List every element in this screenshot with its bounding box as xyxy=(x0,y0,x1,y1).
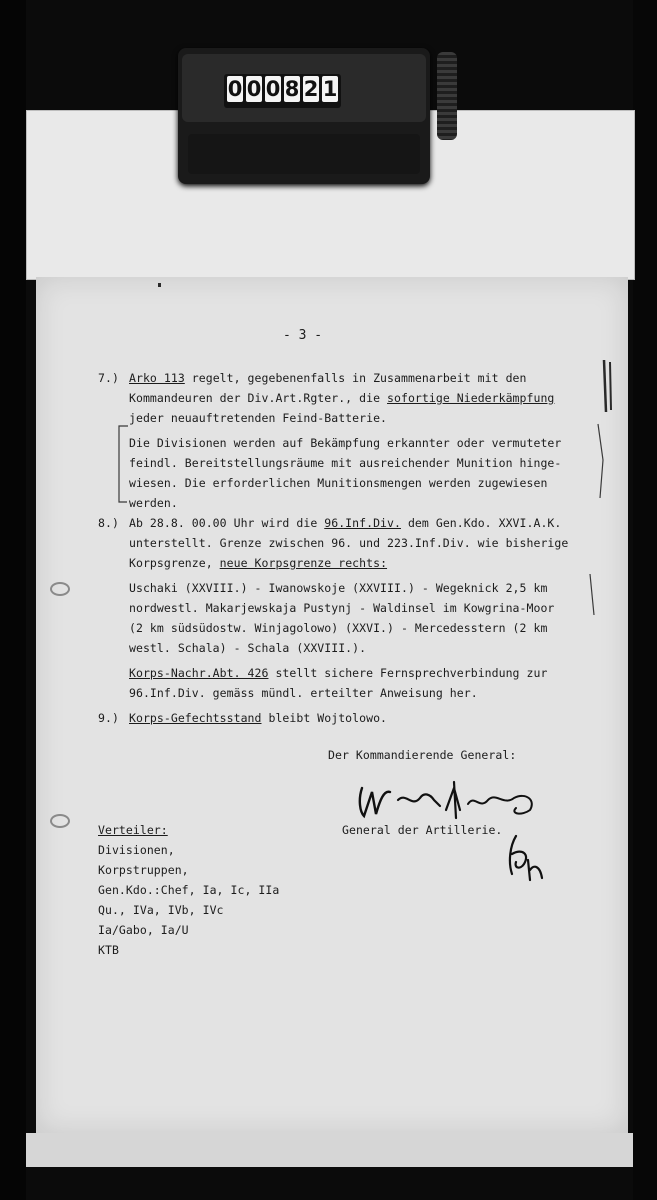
text-run: bleibt Wojtolowo. xyxy=(261,711,388,725)
ink-dot xyxy=(158,283,161,287)
text-run: feindl. Bereitstellungsräume mit ausreichender Munition hinge- xyxy=(129,456,562,470)
item-number: 8.) xyxy=(98,516,119,530)
film-edge-right xyxy=(633,0,657,1200)
item-line xyxy=(129,708,387,728)
text-run: werden. xyxy=(129,496,178,510)
frame-counter-digits xyxy=(224,74,341,108)
text-run: (2 km südsüdostw. Winjagolowo) (XXVI.) - Mercedesstern (2 km xyxy=(129,621,548,635)
counter-digit: 2 xyxy=(303,77,319,101)
item-line xyxy=(129,533,568,553)
distribution-title: Verteiler: xyxy=(98,823,168,837)
film-edge-left xyxy=(0,0,26,1200)
text-run: Kommandeuren der Div.Art.Rgter., die xyxy=(129,391,388,405)
item-number: 9.) xyxy=(98,711,119,725)
text-run: westl. Schala) - Schala (XXVIII.). xyxy=(129,641,367,655)
paragraph-line xyxy=(129,598,554,618)
text-run: nordwestl. Makarjewskaja Pustynj - Waldinsel im Kowgrina-Moor xyxy=(129,601,555,615)
counter-digit: 0 xyxy=(246,77,262,101)
frame-counter-device xyxy=(178,48,430,184)
paragraph-line xyxy=(129,433,561,453)
distribution-line: KTB xyxy=(98,943,119,957)
distribution-line: Divisionen, xyxy=(98,843,175,857)
text-run: 96.Inf.Div. gemäss mündl. erteilter Anweisung her. xyxy=(129,686,478,700)
paragraph-line xyxy=(129,578,547,598)
counter-housing-lower xyxy=(188,134,420,174)
paragraph-line xyxy=(129,453,561,473)
counter-digit: 0 xyxy=(227,77,243,101)
handwritten-initials xyxy=(500,830,548,886)
underlined-text: Korps-Gefechtsstand xyxy=(129,711,262,725)
paragraph-line xyxy=(129,493,178,513)
text-run: dem Gen.Kdo. XXVI.A.K. xyxy=(400,516,562,530)
item-line xyxy=(129,553,387,573)
counter-digit: 1 xyxy=(322,77,338,101)
text-run: Korpsgrenze, xyxy=(129,556,220,570)
punch-hole xyxy=(50,582,70,596)
underlined-text: Arko 113 xyxy=(129,371,185,385)
paragraph-line xyxy=(129,618,547,638)
text-run: unterstellt. Grenze zwischen 96. und 223.Inf.Div. wie bisherige xyxy=(129,536,569,550)
text-run: wiesen. Die erforderlichen Munitionsmengen werden zugewiesen xyxy=(129,476,548,490)
text-run: stellt sichere Fernsprechverbindung zur xyxy=(268,666,548,680)
counter-digit: 0 xyxy=(265,77,281,101)
paragraph-line xyxy=(129,663,547,683)
counter-digit: 8 xyxy=(284,77,300,101)
page-bottom-band xyxy=(26,1133,633,1167)
text-run: Ab 28.8. 00.00 Uhr wird die xyxy=(129,516,325,530)
underlined-text: neue Korpsgrenze rechts: xyxy=(219,556,388,570)
item-line xyxy=(129,388,554,408)
distribution-line: Qu., IVa, IVb, IVc xyxy=(98,903,224,917)
paragraph-line xyxy=(129,683,478,703)
underlined-text: Korps-Nachr.Abt. 426 xyxy=(129,666,269,680)
item-line xyxy=(129,513,561,533)
text-run: jeder neuauftretenden Feind-Batterie. xyxy=(129,411,388,425)
text-run: Uschaki (XXVIII.) - Iwanowskoje (XXVIII.) - Wegeknick 2,5 km xyxy=(129,581,548,595)
paragraph-line xyxy=(129,638,366,658)
punch-hole xyxy=(50,814,70,828)
distribution-line: Gen.Kdo.:Chef, Ia, Ic, IIa xyxy=(98,883,280,897)
item-number: 7.) xyxy=(98,371,119,385)
distribution-line: Korpstruppen, xyxy=(98,863,189,877)
underlined-text: sofortige Niederkämpfung xyxy=(387,391,555,405)
item-line xyxy=(129,408,387,428)
distribution-line: Ia/Gabo, Ia/U xyxy=(98,923,189,937)
counter-knob-icon xyxy=(437,52,457,140)
text-run: Die Divisionen werden auf Bekämpfung erkannter oder vermuteter xyxy=(129,436,562,450)
page-number: - 3 - xyxy=(283,328,323,343)
underlined-text: 96.Inf.Div. xyxy=(324,516,401,530)
text-run: regelt, gegebenenfalls in Zusammenarbeit mit den xyxy=(184,371,527,385)
item-line xyxy=(129,368,527,388)
signature-title: Der Kommandierende General: xyxy=(328,748,517,762)
paragraph-line xyxy=(129,473,547,493)
signature-rank: General der Artillerie. xyxy=(342,823,503,837)
